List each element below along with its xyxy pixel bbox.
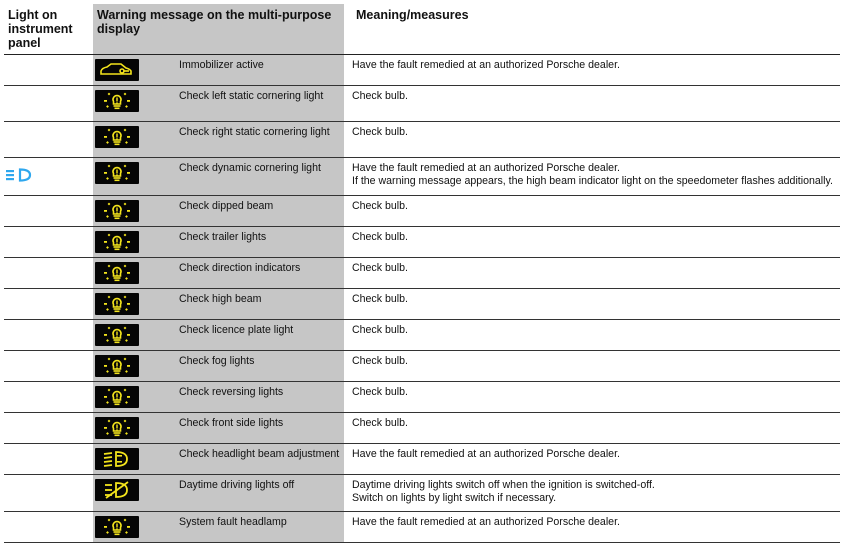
warning-message-cell xyxy=(93,85,344,121)
warning-message-text: Check reversing lights xyxy=(179,385,284,398)
meaning-text: Check bulb. xyxy=(352,125,408,138)
meaning-text: Have the fault remedied at an authorized Porsche dealer. xyxy=(352,58,620,71)
meaning-cell xyxy=(344,257,840,288)
table-row xyxy=(4,226,840,257)
meaning-text: Check bulb. xyxy=(352,416,408,429)
panel-light-cell xyxy=(4,443,93,474)
table-row xyxy=(4,381,840,412)
table-row xyxy=(4,319,840,350)
warning-message-cell xyxy=(93,443,344,474)
meaning-text: Have the fault remedied at an authorized Porsche dealer. xyxy=(352,161,620,174)
panel-light-cell xyxy=(4,157,93,195)
warning-message-cell xyxy=(93,474,344,511)
meaning-cell xyxy=(344,54,840,85)
meaning-text: Check bulb. xyxy=(352,292,408,305)
meaning-text: Check bulb. xyxy=(352,89,408,102)
table-body xyxy=(4,54,840,542)
warning-message-text: Check headlight beam adjustment xyxy=(179,447,340,460)
warning-message-text: Check right static cornering light xyxy=(179,125,330,138)
panel-light-cell xyxy=(4,288,93,319)
table-row xyxy=(4,474,840,511)
warning-message-cell xyxy=(93,226,344,257)
meaning-cell xyxy=(344,412,840,443)
table-row xyxy=(4,85,840,121)
meaning-cell xyxy=(344,319,840,350)
meaning-cell xyxy=(344,443,840,474)
panel-light-cell xyxy=(4,195,93,226)
bulb-failure-icon xyxy=(95,324,139,346)
immobilizer-car-key-icon xyxy=(95,59,139,81)
warning-message-text: System fault headlamp xyxy=(179,515,287,528)
warning-message-text: Check front side lights xyxy=(179,416,284,429)
table-row xyxy=(4,412,840,443)
warning-message-cell xyxy=(93,319,344,350)
meaning-text: Check bulb. xyxy=(352,230,408,243)
bulb-failure-icon xyxy=(95,417,139,439)
meaning-cell xyxy=(344,157,840,195)
warning-message-cell xyxy=(93,195,344,226)
warning-message-text: Daytime driving lights off xyxy=(179,478,295,491)
meaning-text: Check bulb. xyxy=(352,385,408,398)
warning-message-text: Check left static cornering light xyxy=(179,89,324,102)
warning-message-text: Check direction indicators xyxy=(179,261,301,274)
panel-light-cell xyxy=(4,54,93,85)
table-row xyxy=(4,443,840,474)
daytime-lights-off-icon xyxy=(95,479,139,501)
panel-light-cell xyxy=(4,85,93,121)
bulb-failure-icon xyxy=(95,516,139,538)
warning-message-cell xyxy=(93,257,344,288)
table-row xyxy=(4,54,840,85)
warning-message-cell xyxy=(93,412,344,443)
meaning-text: Have the fault remedied at an authorized Porsche dealer. xyxy=(352,515,620,528)
bulb-failure-icon xyxy=(95,262,139,284)
meaning-cell xyxy=(344,85,840,121)
header-light-on-panel: Light on instrument panel xyxy=(8,8,73,50)
bulb-failure-icon xyxy=(95,90,139,112)
table-row xyxy=(4,257,840,288)
panel-light-cell xyxy=(4,474,93,511)
meaning-text: Daytime driving lights switch off when the ignition is switched-off. xyxy=(352,478,655,491)
high-beam-indicator-icon xyxy=(6,168,93,186)
bulb-failure-icon xyxy=(95,355,139,377)
bulb-failure-icon xyxy=(95,162,139,184)
warning-message-text: Check trailer lights xyxy=(179,230,267,243)
bulb-failure-icon xyxy=(95,293,139,315)
table-header-row xyxy=(4,4,840,54)
bulb-failure-icon xyxy=(95,231,139,253)
warning-message-cell xyxy=(93,350,344,381)
warning-message-cell xyxy=(93,511,344,542)
meaning-text: Have the fault remedied at an authorized Porsche dealer. xyxy=(352,447,620,460)
meaning-text: Check bulb. xyxy=(352,323,408,336)
warning-message-text: Check dynamic cornering light xyxy=(179,161,321,174)
headlight-beam-adjustment-icon xyxy=(95,448,139,470)
meaning-text: Check bulb. xyxy=(352,199,408,212)
meaning-text: If the warning message appears, the high beam indicator light on the speedometer flashes additionally. xyxy=(352,174,833,187)
warning-message-text: Check dipped beam xyxy=(179,199,274,212)
panel-light-cell xyxy=(4,226,93,257)
warning-messages-table xyxy=(4,4,840,543)
header-meaning-measures: Meaning/measures xyxy=(356,8,469,22)
bulb-failure-icon xyxy=(95,126,139,148)
warning-message-text: Check licence plate light xyxy=(179,323,294,336)
bulb-failure-icon xyxy=(95,386,139,408)
table-row xyxy=(4,157,840,195)
warning-message-text: Immobilizer active xyxy=(179,58,264,71)
meaning-text: Switch on lights by light switch if necessary. xyxy=(352,491,557,504)
table-row xyxy=(4,121,840,157)
panel-light-cell xyxy=(4,319,93,350)
meaning-text: Check bulb. xyxy=(352,261,408,274)
meaning-cell xyxy=(344,121,840,157)
panel-light-cell xyxy=(4,350,93,381)
panel-light-cell xyxy=(4,412,93,443)
panel-light-cell xyxy=(4,381,93,412)
panel-light-cell xyxy=(4,121,93,157)
table-row xyxy=(4,511,840,542)
warning-message-cell xyxy=(93,54,344,85)
meaning-cell xyxy=(344,381,840,412)
warning-message-cell xyxy=(93,121,344,157)
meaning-text: Check bulb. xyxy=(352,354,408,367)
meaning-cell xyxy=(344,350,840,381)
meaning-cell xyxy=(344,195,840,226)
panel-light-cell xyxy=(4,257,93,288)
meaning-cell xyxy=(344,511,840,542)
warning-message-cell xyxy=(93,157,344,195)
panel-light-cell xyxy=(4,511,93,542)
header-warning-message: Warning message on the multi-purpose display xyxy=(93,4,344,54)
meaning-cell xyxy=(344,226,840,257)
table-row xyxy=(4,350,840,381)
warning-message-cell xyxy=(93,288,344,319)
warning-message-text: Check fog lights xyxy=(179,354,255,367)
warning-message-cell xyxy=(93,381,344,412)
meaning-cell xyxy=(344,288,840,319)
warning-message-text: Check high beam xyxy=(179,292,262,305)
meaning-cell xyxy=(344,474,840,511)
table-row xyxy=(4,288,840,319)
table-row xyxy=(4,195,840,226)
bulb-failure-icon xyxy=(95,200,139,222)
